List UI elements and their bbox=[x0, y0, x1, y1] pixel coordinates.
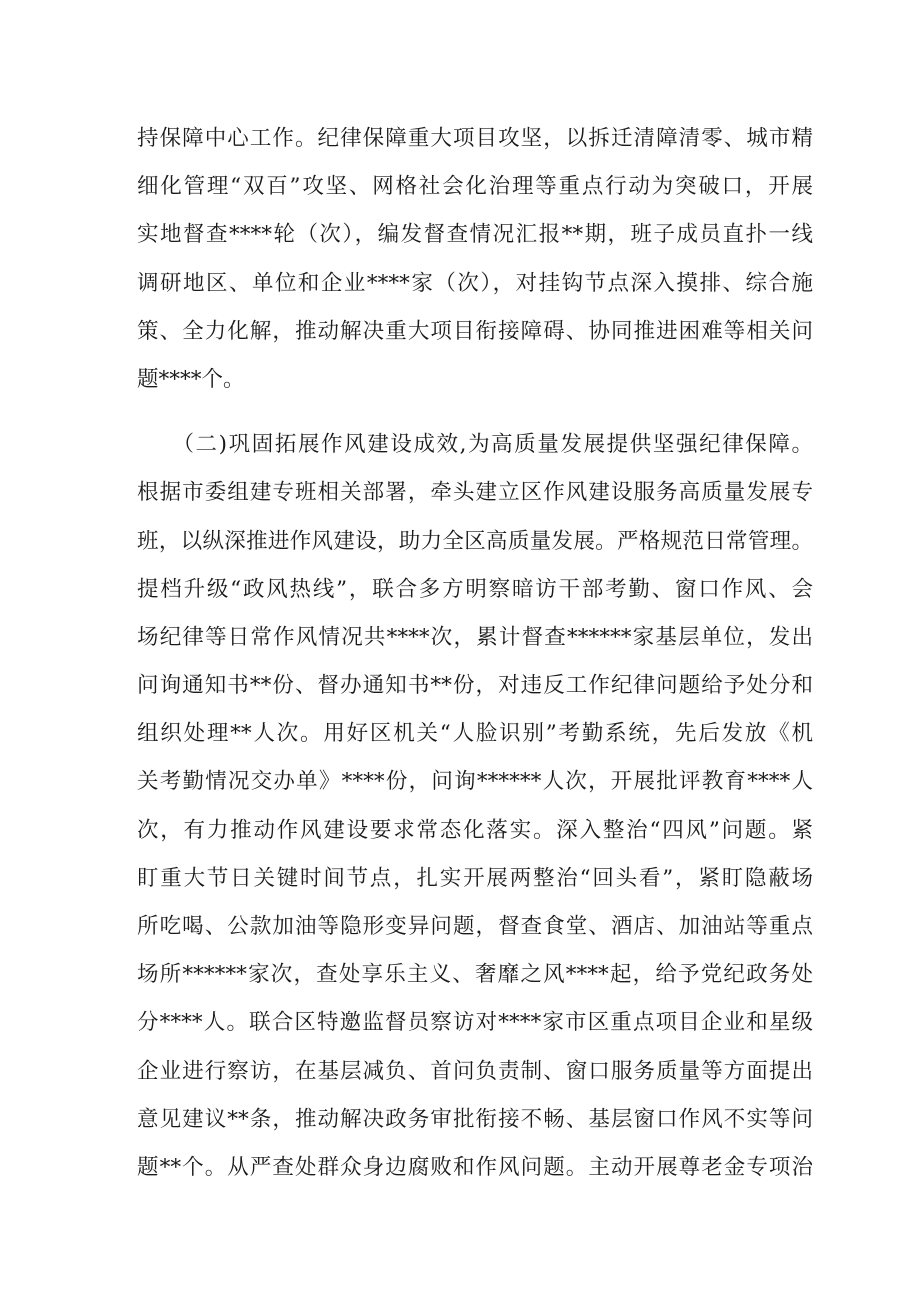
text-line: 所吃喝、公款加油等隐形变异问题，督查食堂、酒店、加油站等重点 bbox=[137, 914, 813, 939]
text-line: 企业进行察访，在基层减负、首问负责制、窗口服务质量等方面提出 bbox=[137, 1058, 813, 1084]
text-line: 持保障中心工作。纪律保障重大项目攻坚，以拆迁清障清零、城市精 bbox=[137, 126, 813, 151]
text-line: 场纪律等日常作风情况共****次，累计督查******家基层单位，发出 bbox=[137, 624, 813, 650]
text-line: 班，以纵深推进作风建设，助力全区高质量发展。严格规范日常管理。 bbox=[137, 528, 813, 554]
text-line: 场所******家次，查处享乐主义、奢靡之风****起，给予党纪政务处 bbox=[137, 962, 813, 988]
text-line: 关考勤情况交办单》****份，问询******人次，开展批评教育****人 bbox=[137, 769, 813, 795]
paragraph-gap bbox=[137, 404, 813, 421]
text-line: 根据市委组建专班相关部署，牵头建立区作风建设服务高质量发展专 bbox=[137, 480, 813, 506]
document-body bbox=[137, 115, 813, 1192]
text-line: 组织处理**人次。用好区机关“人脸识别”考勤系统，先后发放《机 bbox=[137, 721, 813, 747]
text-line: 实地督查****轮（次），编发督查情况汇报**期，班子成员直扑一线 bbox=[137, 222, 813, 248]
text-line: 次，有力推动作风建设要求常态化落实。深入整治“四风”问题。紧 bbox=[137, 817, 813, 843]
text-line: 盯重大节日关键时间节点，扎实开展两整治“回头看”，紧盯隐蔽场 bbox=[137, 865, 813, 891]
paragraph-1 bbox=[137, 115, 813, 404]
text-line: 意见建议**条，推动解决政务审批衔接不畅、基层窗口作风不实等问 bbox=[137, 1106, 813, 1132]
section-heading-line: （二)巩固拓展作风建设成效,为高质量发展提供坚强纪律保障。 bbox=[137, 432, 813, 458]
paragraph-2 bbox=[137, 421, 813, 1192]
text-line: 问询通知书**份、督办通知书**份，对违反工作纪律问题给予处分和 bbox=[137, 673, 813, 699]
text-line: 调研地区、单位和企业****家（次），对挂钩节点深入摸排、综合施 bbox=[137, 270, 813, 296]
text-line: 分****人。联合区特邀监督员察访对****家市区重点项目企业和星级 bbox=[137, 1010, 813, 1036]
text-line: 策、全力化解，推动解决重大项目衔接障碍、协同推进困难等相关问 bbox=[137, 318, 813, 344]
text-line: 题****个。 bbox=[137, 366, 245, 392]
text-line: 细化管理“双百”攻坚、网格社会化治理等重点行动为突破口，开展 bbox=[137, 174, 813, 200]
text-line: 提档升级“政风热线”，联合多方明察暗访干部考勤、窗口作风、会 bbox=[137, 576, 813, 602]
text-line: 题**个。从严查处群众身边腐败和作风问题。主动开展尊老金专项治 bbox=[137, 1154, 813, 1180]
